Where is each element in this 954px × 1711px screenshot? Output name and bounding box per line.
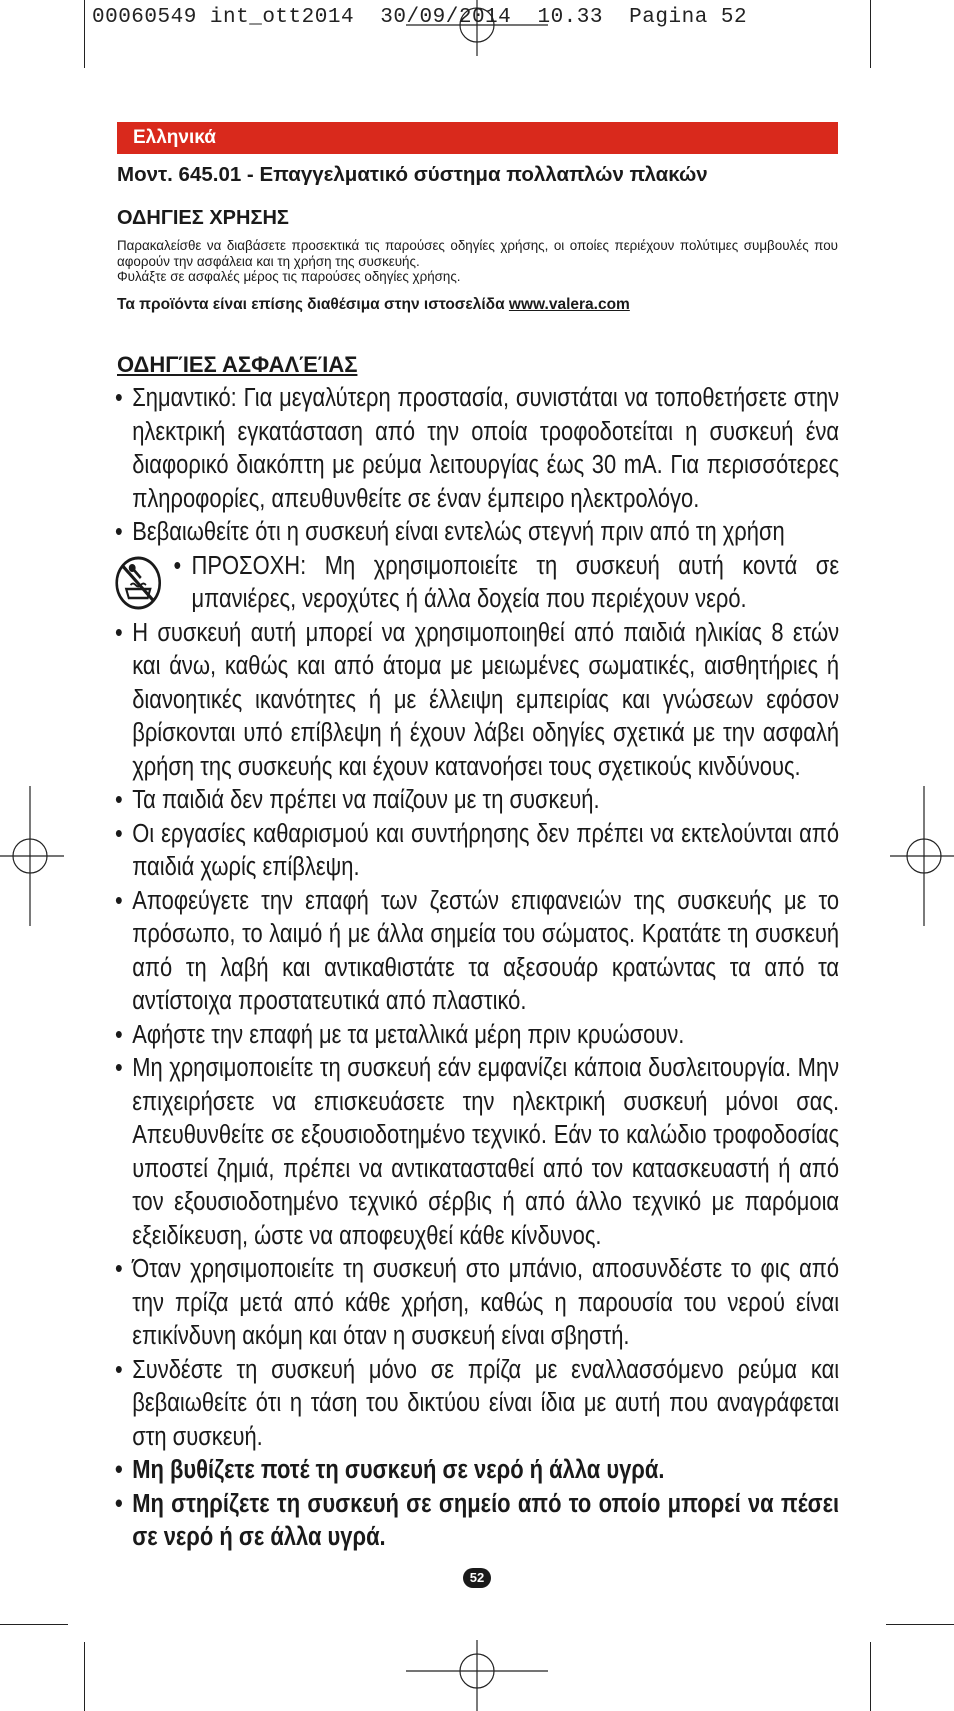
list-item-warning: • ΠΡΟΣΟΧΗ: Μη χρησιμοποιείτε τη συσκευή αυτή κοντά σε μπανιέρες, νεροχύτες ή άλλα δοχεία που περιέχουν νερό. bbox=[115, 550, 839, 617]
intro-text bbox=[117, 238, 838, 285]
list-item: • Βεβαιωθείτε ότι η συσκευή είναι εντελώς στεγνή πριν από τη χρήση bbox=[115, 516, 839, 550]
printer-slug: 00060549 int_ott2014 30/09/2014 10.33 Pagina 52 bbox=[92, 6, 748, 29]
safety-list bbox=[115, 382, 840, 1555]
language-bar: Ελληνικά bbox=[117, 122, 838, 154]
registration-mark-icon bbox=[0, 786, 64, 926]
crop-mark bbox=[84, 0, 85, 68]
crop-mark bbox=[870, 0, 871, 68]
list-item: • Αποφεύγετε την επαφή των ζεστών επιφανειών της συσκευής με το πρόσωπο, το λαιμό ή με άλλα σημεία του σώματος. Κρατάτε τη συσκευή από τη λαβή και αντικαθιστάτε τα αξεσουάρ κρατώντας τα από τα αντίστοιχα προστατευτικά από πλαστικό. bbox=[115, 885, 839, 1019]
model-title: Μοντ. 645.01 - Επαγγελματικό σύστημα πολλαπλών πλακών bbox=[117, 163, 708, 186]
list-item: • Μη χρησιμοποιείτε τη συσκευή εάν εμφανίζει κάποια δυσλειτουργία. Μην επιχειρήσετε να επισκευάσετε την ηλεκτρική συσκευή μόνοι σας. Απευθυνθείτε σε εξουσιοδοτημένο τεχνικό. Εάν το καλώδιο τροφοδοσίας υποστεί ζημιά, πρέπει να αντικατασταθεί από τον κατασκευαστή ή από τον εξουσιοδοτημένο τεχνικό σέρβις ή από άλλο τεχνικό με παρόμοια εξειδίκευση, ώστε να αποφευχθεί κάθε κίνδυνος. bbox=[115, 1052, 839, 1253]
list-item-bold: • Μη βυθίζετε ποτέ τη συσκευή σε νερό ή άλλα υγρά. bbox=[115, 1454, 839, 1488]
website-line bbox=[117, 296, 838, 314]
list-item: • Συνδέστε τη συσκευή μόνο σε πρίζα με εναλλασσόμενο ρεύμα και βεβαιωθείτε ότι η τάση του δικτύου είναι ίδια με αυτή που αναγράφεται στη συσκευή. bbox=[115, 1354, 839, 1455]
website-text: Τα προϊόντα είναι επίσης διαθέσιμα στην ιστοσελίδα bbox=[117, 296, 509, 313]
registration-mark-icon bbox=[890, 786, 954, 926]
instructions-heading: ΟΔΗΓΙΕΣ ΧΡΗΣΗΣ bbox=[117, 207, 289, 229]
list-item: • Σημαντικό: Για μεγαλύτερη προστασία, συνιστάται να τοποθετήσετε στην ηλεκτρική εγκατάσταση από την οποία τροφοδοτείται η συσκευή ένα διαφορικό διακόπτη με ρεύμα λειτουργίας έως 30 mA. Για περισσότερες πληροφορίες, απευθυνθείτε σε έναν έμπειρο ηλεκτρολόγο. bbox=[115, 382, 839, 516]
warning-item-row bbox=[115, 550, 839, 617]
list-item: • Τα παιδιά δεν πρέπει να παίζουν με τη συσκευή. bbox=[115, 784, 839, 818]
crop-mark bbox=[0, 1624, 68, 1625]
list-item-bold: • Μη στηρίζετε τη συσκευή σε σημείο από το οποίο μπορεί να πέσει σε νερό ή σε άλλα υγρά. bbox=[115, 1488, 839, 1555]
safety-heading: ΟΔΗΓΊΕΣ ΑΣΦΑΛΈΊΑΣ bbox=[117, 352, 358, 377]
crop-mark bbox=[886, 1624, 954, 1625]
list-item: • Οι εργασίες καθαρισμού και συντήρησης δεν πρέπει να εκτελούνται από παιδιά χωρίς επίβλεψη. bbox=[115, 818, 839, 885]
website-link[interactable]: www.valera.com bbox=[508, 296, 630, 313]
list-item: • Όταν χρησιμοποιείτε τη συσκευή στο μπάνιο, αποσυνδέστε το φις από την πρίζα μετά από κάθε χρήση, καθώς η παρουσία του νερού είναι επικίνδυνη ακόμη και όταν η συσκευή είναι σβηστή. bbox=[115, 1253, 839, 1354]
list-item: • Η συσκευή αυτή μπορεί να χρησιμοποιηθεί από παιδιά ηλικίας 8 ετών και άνω, καθώς και από άτομα με μειωμένες σωματικές, αισθητήριες ή διανοητικές ικανότητες ή με έλλειψη εμπειρίας και γνώσεων εφόσον βρίσκονται υπό επίβλεψη ή έχουν λάβει οδηγίες σχετικά με την ασφαλή χρήση της συσκευής και έχουν κατανοήσει τους σχετικούς κινδύνους. bbox=[115, 617, 839, 785]
intro-paragraph: Παρακαλείσθε να διαβάσετε προσεκτικά τις παρούσες οδηγίες χρήσης, οι οποίες περιέχουν πολύτιμες συμβουλές που αφορούν την ασφάλεια και τη χρήση της συσκευής. bbox=[117, 238, 838, 269]
crop-mark bbox=[870, 1642, 871, 1711]
crop-mark bbox=[84, 1642, 85, 1711]
list-item: • Αφήστε την επαφή με τα μεταλλικά μέρη πριν κρυώσουν. bbox=[115, 1019, 839, 1053]
page-number-badge: 52 bbox=[463, 1568, 491, 1588]
registration-mark-icon bbox=[406, 0, 548, 56]
intro-paragraph: Φυλάξτε σε ασφαλές μέρος τις παρούσες οδηγίες χρήσης. bbox=[117, 269, 461, 284]
registration-mark-icon bbox=[406, 1640, 548, 1711]
